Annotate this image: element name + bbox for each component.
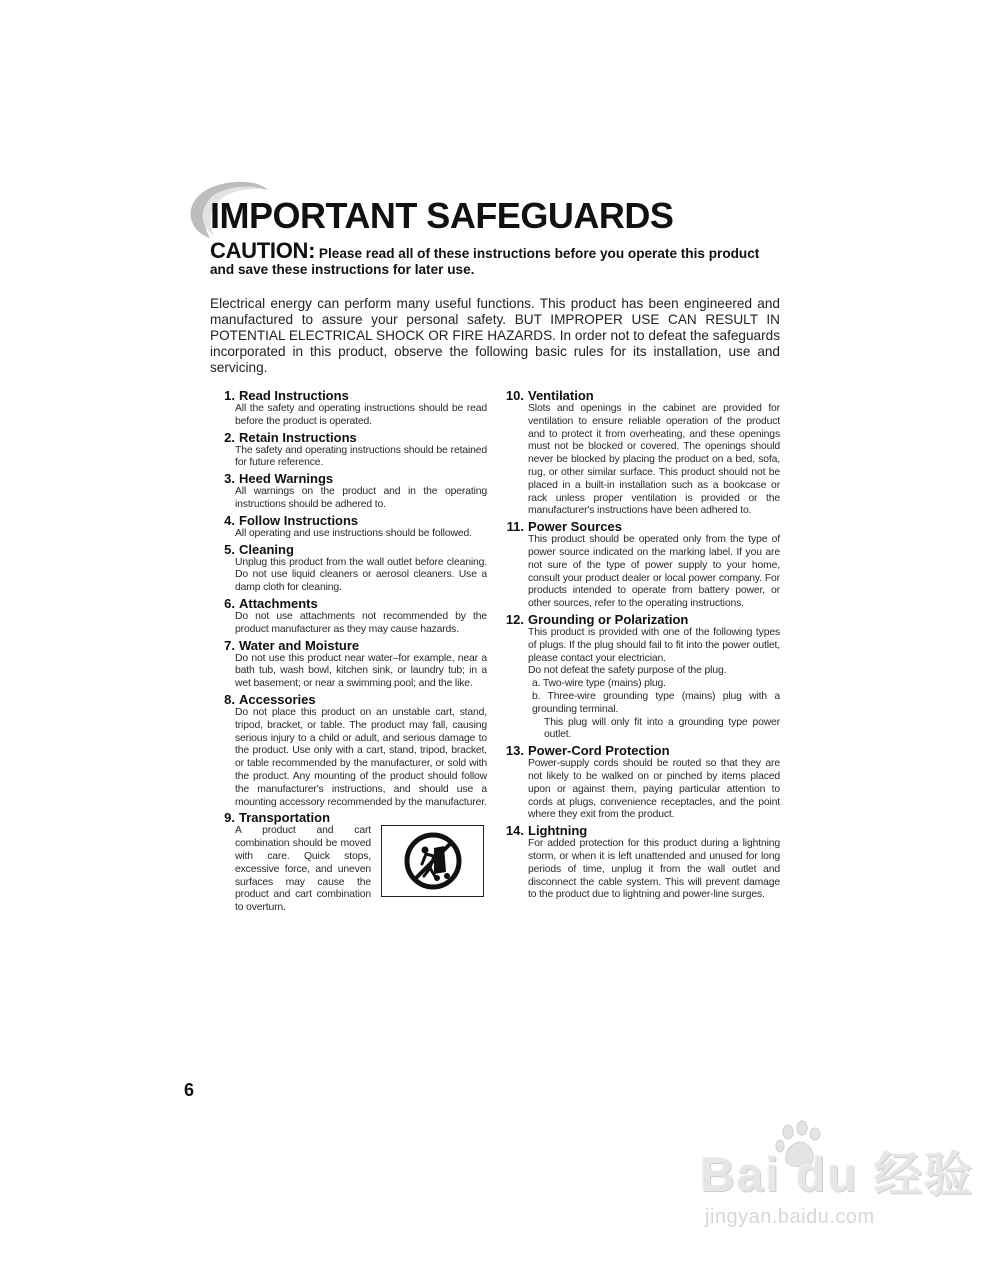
item-text: All operating and use instructions should be followed. xyxy=(235,527,472,539)
item-text: For added protection for this product during a lightning storm, or when it is left unattended and unused for long periods of time, unplug it from the wall outlet and disconnect the cable system. This will prevent damage to the product due to lightning and power-line surges. xyxy=(528,838,780,901)
item-text: All warnings on the product and in the operating instructions should be adhered to. xyxy=(235,486,487,510)
item-title: Cleaning xyxy=(239,541,294,557)
item-text: Do not place this product on an unstable cart, stand, tripod, bracket, or table. The product may fall, causing serious injury to a child or adult, and serious damage to the product. Use only with a cart, stand, tripod, bracket, or table recommended by the manufacturer, or sold with the product. Any mounting of the product should follow the manufacturer's instructions, and should use a mounting accessory recommended by the manufacturer. xyxy=(235,706,487,808)
item-title: Attachments xyxy=(239,595,318,611)
item-title: Follow Instructions xyxy=(239,512,359,528)
page-number: 6 xyxy=(184,1080,195,1100)
item-text-line: Do not defeat the safety purpose of the plug. xyxy=(528,665,727,677)
item-text: Power-supply cords should be routed so that they are not likely to be walked on or pinched by items placed upon or against them, paying particular attention to cords at plugs, convenience receptacles, and the point where they exit from the product. xyxy=(528,758,780,821)
item-title: Grounding or Polarization xyxy=(528,611,689,627)
safeguard-item: 13. Power-Cord Protection Power-supply cords should be routed so that they are not likely to be walked on or pinched by items placed upon or against them, paying particular attention to cords at plugs, convenience receptacles, and the point where they exit from the product. xyxy=(505,743,780,821)
safeguard-item: 6. Attachments Do not use attachments not recommended by the product manufacturer as they may cause hazards. xyxy=(224,595,487,635)
item-text: The safety and operating instructions should be retained for future reference. xyxy=(235,444,487,469)
safeguard-item: 8. Accessories Do not place this product on an unstable cart, stand, tripod, bracket, or table. The product may fall, causing serious injury to a child or adult, and serious damage to the product. Use only with a cart, stand, tripod, bracket, or table recommended by the manufacturer, or sold with the product. Any mounting of the product should follow the manufacturer's instructions, and should use a mounting accessory recommended by the manufacturer. xyxy=(224,691,487,808)
item-text: A product and cart combination should be moved with care. Quick stops, excessive force, and uneven surfaces may cause the product and cart combination to overturn. xyxy=(235,825,371,914)
plug-type-b-note: This plug will only fit into a grounding type power outlet. xyxy=(544,716,780,741)
plug-type-b: b. Three-wire grounding type (mains) plug with a grounding terminal. xyxy=(532,690,780,715)
item-text: Do not use attachments not recommended by the product manufacturer as they may cause hazards. xyxy=(235,610,487,635)
safeguard-item: 9. Transportation A product and cart combination should be moved with care. Quick stops, excessive force, and uneven surfaces may cause the product and cart combination to overturn. xyxy=(215,811,487,915)
safeguard-item: 7. Water and Moisture Do not use this product near water–for example, near a bath tub, wash bowl, kitchen sink, or laundry tub; in a wet basement; or near a swimming pool; and the like. xyxy=(224,637,487,690)
baidu-watermark-url: jingyan.baidu.com xyxy=(705,1206,875,1228)
safeguard-item: 1. Read Instructions All the safety and operating instructions should be read before the product is operated. xyxy=(224,388,487,427)
item-title: Power-Cord Protection xyxy=(528,743,670,759)
safeguard-item: 4. Follow Instructions All operating and use instructions should be followed. xyxy=(215,514,487,541)
item-title: Transportation xyxy=(239,810,331,826)
baidu-watermark-logo: Bai du 经验 xyxy=(700,1149,975,1202)
item-text: Unplug this product from the wall outlet before cleaning. Do not use liquid cleaners or aerosol cleaners. Use a damp cloth for cleaning. xyxy=(235,556,487,594)
item-text: All the safety and operating instructions should be read before the product is operated. xyxy=(235,403,487,427)
plug-type-a: a. Two-wire type (mains) plug. xyxy=(532,678,666,690)
item-title: Ventilation xyxy=(528,388,594,403)
safeguard-item: 12. Grounding or Polarization This product is provided with one of the following types of plugs. If the plug should fail to fit into the power outlet, please contact your electrician. Do not defeat the safety purpose of the plug. a. Two-wire type (mains) plug. b. Three-wire grounding type (mains) plug with a grounding terminal. This plug will only fit into a grounding type power outlet. xyxy=(505,611,780,741)
safeguard-item: 5. Cleaning Unplug this product from the wall outlet before cleaning. Do not use liquid cleaners or aerosol cleaners. Use a damp cloth for cleaning. xyxy=(224,541,487,594)
left-column xyxy=(215,389,487,917)
intro-paragraph: Electrical energy can perform many useful functions. This product has been engineered and manufactured to assure your personal safety. BUT IMPROPER USE CAN RESULT IN POTENTIAL ELECTRICAL SHOCK OR FIRE HAZARDS. In order not to defeat the safeguards incorporated in this product, observe the following basic rules for its installation, use and servicing. xyxy=(210,296,780,375)
caution-label: CAUTION: xyxy=(210,238,316,263)
item-title: Retain Instructions xyxy=(239,429,357,445)
item-text: This product should be operated only from the type of power source indicated on the marking label. If you are not sure of the type of power supply to your home, consult your product dealer or local power company. For products intended to operate from battery power, or other sources, refer to the operating instructions. xyxy=(528,534,780,610)
safeguard-item: 10. Ventilation Slots and openings in the cabinet are provided for ventilation to ensure reliable operation of the product and to protect it from overheating, and these openings must not be blocked or covered. The openings should never be blocked by placing the product on a bed, sofa, rug, or other similar surface. This product should not be placed in a built-in installation such as a bookcase or rack unless proper ventilation is provided or the manufacturer's instructions have been adhered to. xyxy=(505,388,780,517)
safeguard-item: 3. Heed Warnings All warnings on the product and in the operating instructions should be adhered to. xyxy=(224,471,487,510)
safeguard-item: 2. Retain Instructions The safety and operating instructions should be retained for future reference. xyxy=(224,429,487,469)
item-text: Slots and openings in the cabinet are provided for ventilation to ensure reliable operation of the product and to protect it from overheating, and these openings must not be blocked or covered. The openings should never be blocked by placing the product on a bed, sofa, rug, or other similar surface. This product should not be placed in a built-in installation such as a bookcase or rack unless proper ventilation is provided or the manufacturer's instructions have been adhered to. xyxy=(528,403,780,517)
item-title: Water and Moisture xyxy=(239,637,360,653)
item-title: Lightning xyxy=(528,823,588,839)
caution-text: Please read all of these instructions before you operate this product and save these instructions for later use. xyxy=(210,246,760,277)
item-text: This product is provided with one of the following types of plugs. If the plug should fail to fit into the power outlet, please contact your electrician. xyxy=(528,626,780,664)
item-title: Accessories xyxy=(239,691,316,707)
page-title: IMPORTANT SAFEGUARDS xyxy=(210,195,674,236)
safeguard-item: 14. Lightning For added protection for this product during a lightning storm, or when it is left unattended and unused for long periods of time, unplug it from the wall outlet and disconnect the cable system. This will prevent damage to the product due to lightning and power-line surges. xyxy=(505,823,780,901)
caution-note xyxy=(210,238,785,278)
item-title: Power Sources xyxy=(528,519,622,535)
cart-tipover-warning-icon xyxy=(381,825,484,897)
item-text: Do not use this product near water–for example, near a bath tub, wash bowl, kitchen sink, or laundry tub; in a wet basement; or near a swimming pool; and the like. xyxy=(235,652,487,690)
item-title: Read Instructions xyxy=(239,388,349,403)
safeguard-item: 11. Power Sources This product should be operated only from the type of power source indicated on the marking label. If you are not sure of the type of power supply to your home, consult your product dealer or local power company. For products intended to operate from battery power, or other sources, refer to the operating instructions. xyxy=(506,519,780,610)
item-title: Heed Warnings xyxy=(239,471,334,487)
right-column xyxy=(500,389,780,904)
